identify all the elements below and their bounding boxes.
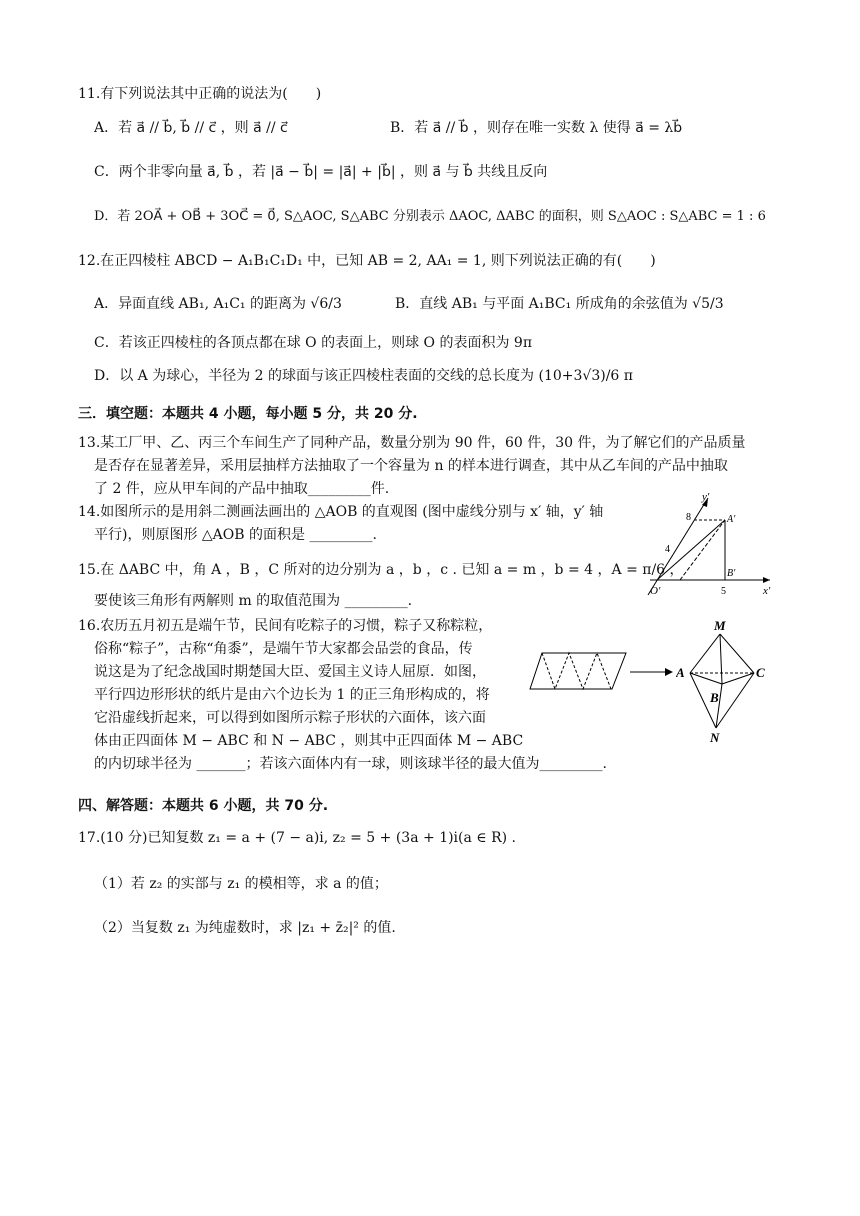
vertex-a-label: A: [676, 665, 685, 680]
q16-line-1: 16.农历五月初五是端午节，民间有吃粽子的习惯，粽子又称粽粒，: [78, 618, 493, 634]
vertex-c-label: C: [756, 665, 765, 680]
q16-line-4: 平行四边形形状的纸片是由六个边长为 1 的正三角形构成的，将: [94, 687, 490, 703]
point-a-label: A′: [727, 514, 736, 525]
q16-hexahedron-figure: [676, 616, 770, 746]
point-b-label: B′: [727, 568, 736, 579]
q14-line-1: 14.如图所示的是用斜二测画法画出的 △AOB 的直观图 (图中虚线分别与 x′ 轴，y′ 轴: [78, 504, 604, 520]
q16-line-2: 俗称“粽子”，古称“角黍”，是端午节大家都会品尝的食品，传: [94, 641, 473, 657]
q12-option-b: B．直线 AB₁ 与平面 A₁BC₁ 所成角的余弦值为 √5/3: [395, 296, 724, 312]
vertex-b-label: B: [710, 690, 719, 705]
q16-line-6: 体由正四面体 M − ABC 和 N − ABC ，则其中正四面体 M − ABC: [94, 733, 524, 749]
q15-line-1: 15.在 ΔABC 中，角 A ，B ，C 所对的边分别为 a ，b ，c . 已知 a = m ，b = 4 ，A = π/6 ，: [78, 562, 684, 578]
q11-option-a: A．若 a⃗ // b⃗, b⃗ // c⃗ ，则 a⃗ // c⃗: [94, 120, 288, 136]
q11-option-d: D．若 2OA⃗ + OB⃗ + 3OC⃗ = 0⃗, S△AOC, S△ABC 分别表示 ΔAOC, ΔABC 的面积，则 S△AOC : S△ABC = 1 : 6: [94, 209, 766, 224]
q13-line-2: 是否存在显著差异，采用层抽样方法抽取了一个容量为 n 的样本进行调查，其中从乙车间的产品中抽取: [94, 458, 728, 474]
q16-line-5: 它沿虚线折起来，可以得到如图所示粽子形状的六面体，该六面: [94, 710, 486, 726]
x-axis-arrow: [763, 577, 770, 583]
tick-8-label: 8: [686, 512, 691, 523]
y-axis-label: y′: [702, 491, 710, 503]
vertex-n-label: N: [710, 730, 720, 745]
vertex-m-label: M: [714, 618, 726, 633]
q13-line-1: 13.某工厂甲、乙、丙三个车间生产了同种产品，数量分别为 90 件，60 件，30 件，为了解它们的产品质量: [78, 435, 746, 451]
tick-4-label: 4: [665, 544, 670, 555]
q13-line-3: 了 2 件，应从甲车间的产品中抽取_________件.: [94, 481, 390, 497]
q14-line-2: 平行)，则原图形 △AOB 的面积是 _________.: [94, 527, 377, 543]
section-4-heading: 四、解答题：本题共 6 小题，共 70 分.: [78, 798, 329, 814]
q12-option-c: C．若该正四棱柱的各顶点都在球 O 的表面上，则球 O 的表面积为 9π: [94, 335, 533, 351]
q16-line-7: 的内切球半径为 _______；若该六面体内有一球，则该球半径的最大值为_________.: [94, 756, 607, 772]
x-axis-label: x′: [763, 585, 771, 597]
q17-stem: 17.(10 分)已知复数 z₁ = a + (7 − a)i, z₂ = 5 + (3a + 1)i(a ∈ R) .: [78, 830, 517, 846]
dashed-parallel: [680, 520, 725, 580]
fold-lines: [542, 653, 611, 689]
section-3-heading: 三．填空题：本题共 4 小题，每小题 5 分，共 20 分.: [78, 406, 418, 422]
q11-stem: 11.有下列说法其中正确的说法为( ): [78, 86, 322, 102]
q17-part-1: （1）若 z₂ 的实部与 z₁ 的模相等，求 a 的值；: [94, 876, 388, 892]
q17-part-2: （2）当复数 z₁ 为纯虚数时，求 |z₁ + z̄₂|² 的值.: [94, 920, 396, 936]
q15-line-2: 要使该三角形有两解则 m 的取值范围为 _________.: [94, 593, 413, 609]
q12-option-d: D．以 A 为球心，半径为 2 的球面与该正四棱柱表面的交线的总长度为 (10+3√3)/6 π: [94, 368, 633, 384]
q12-stem: 12.在正四棱柱 ABCD − A₁B₁C₁D₁ 中，已知 AB = 2, AA₁ = 1, 则下列说法正确的有( ): [78, 253, 656, 269]
q14-oblique-figure: [630, 488, 780, 600]
q16-line-3: 说这是为了纪念战国时期楚国大臣、爱国主义诗人屈原．如图，: [94, 664, 486, 680]
tick-5-label: 5: [721, 586, 726, 597]
q11-option-c: C．两个非零向量 a⃗, b⃗ ，若 |a⃗ − b⃗| = |a⃗| + |b⃗| ，则 a⃗ 与 b⃗ 共线且反向: [94, 164, 548, 180]
origin-label: O′: [650, 585, 661, 597]
q16-paper-parallelogram: [528, 651, 628, 693]
q11-option-b: B．若 a⃗ // b⃗ ，则存在唯一实数 λ 使得 a⃗ = λb⃗: [390, 120, 683, 136]
q12-option-a: A．异面直线 AB₁, A₁C₁ 的距离为 √6/3: [94, 296, 342, 312]
q16-arrow-icon: [630, 666, 674, 678]
